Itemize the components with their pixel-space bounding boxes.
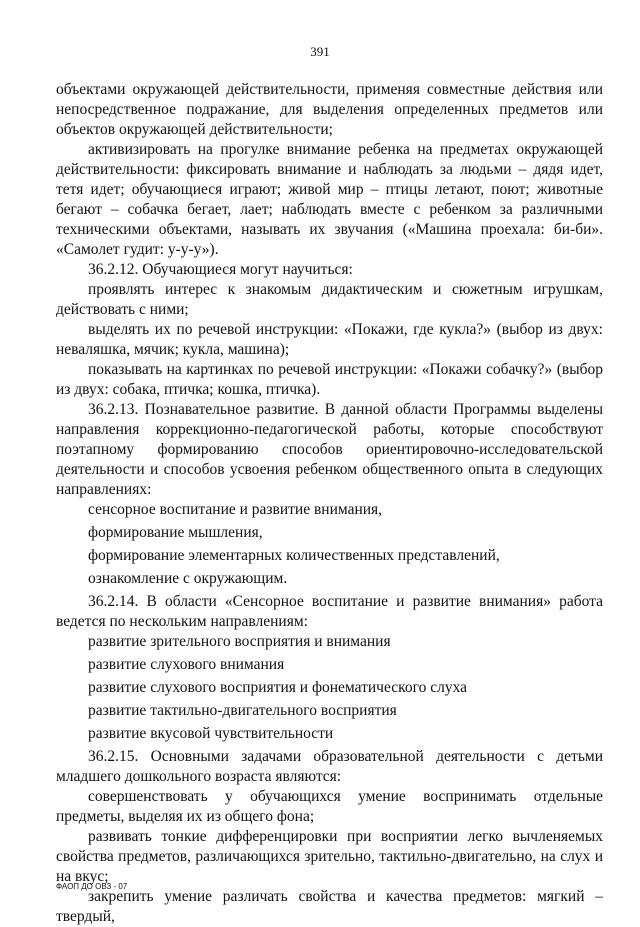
document-body xyxy=(56,80,603,927)
paragraph: активизировать на прогулке внимание ребенка на предметах окружающей действительности: фиксировать внимание и наблюдать за людьми – дядя идет, тетя идет; обучающиеся играют; живой мир – птицы летают, поют; животные бегают – собачка бегает, лает; наблюдать вместе с ребенком за различными техническими объектами, называть их звучания («Машина проехала: би-би». «Самолет гудит: у-у-у»). xyxy=(56,141,603,258)
paragraph: 36.2.13. Познавательное развитие. В данной области Программы выделены направления коррекционно-педагогической работы, которые способствуют поэтапному формированию способов ориентировочно-исследовательской деятельности и способов усвоения ребенком общественного опыта в следующих направлениях: xyxy=(56,401,603,498)
footer-document-code: ФАОП ДО ОВЗ - 07 xyxy=(56,882,128,891)
list-item: развитие зрительного восприятия и внимания xyxy=(88,633,391,650)
list-item: развитие слухового восприятия и фонематического слуха xyxy=(88,679,468,696)
page-number: 391 xyxy=(310,44,330,59)
paragraph: развивать тонкие дифференцировки при восприятии легко вычленяемых свойства предметов, различающихся зрительно, тактильно-двигательно, на слух и на вкус; xyxy=(56,828,603,885)
list-item: развитие слухового внимания xyxy=(88,656,285,673)
paragraph: закрепить умение различать свойства и качества предметов: мягкий – твердый, xyxy=(56,888,603,925)
paragraph: объектами окружающей действительности, применяя совместные действия или непосредственное подражание, для выделения определенных предметов или объектов окружающей действительности; xyxy=(56,81,603,138)
list-item: сенсорное воспитание и развитие внимания, xyxy=(88,501,383,518)
list-item: формирование элементарных количественных представлений, xyxy=(88,547,500,564)
list-item: формирование мышления, xyxy=(88,524,263,541)
paragraph: выделять их по речевой инструкции: «Покажи, где кукла?» (выбор из двух: неваляшка, мячик; кукла, машина); xyxy=(56,321,603,358)
paragraph: 36.2.15. Основными задачами образовательной деятельности с детьми младшего дошкольного возраста являются: xyxy=(56,748,603,785)
paragraph: 36.2.14. В области «Сенсорное воспитание и развитие внимания» работа ведется по нескольким направлениям: xyxy=(56,593,603,630)
paragraph: совершенствовать у обучающихся умение воспринимать отдельные предметы, выделяя их из общего фона; xyxy=(56,788,603,825)
section-heading: 36.2.12. Обучающиеся могут научиться: xyxy=(88,261,353,278)
list-item: развитие вкусовой чувствительности xyxy=(88,725,334,742)
paragraph: показывать на картинках по речевой инструкции: «Покажи собачку?» (выбор из двух: собака, птичка; кошка, птичка). xyxy=(56,361,603,398)
paragraph: проявлять интерес к знакомым дидактическим и сюжетным игрушкам, действовать с ними; xyxy=(56,281,603,318)
list-item: ознакомление с окружающим. xyxy=(88,570,288,587)
list-item: развитие тактильно-двигательного восприятия xyxy=(88,702,397,719)
